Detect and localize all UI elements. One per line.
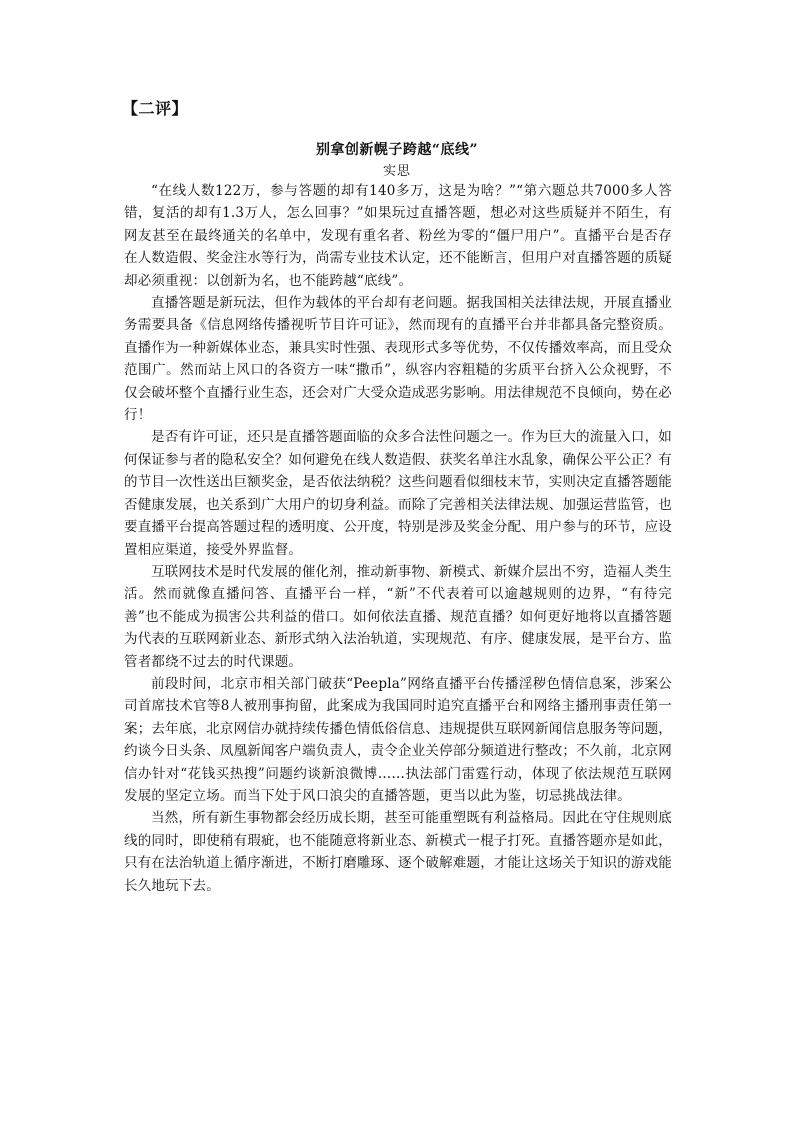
article-body — [124, 180, 672, 897]
paragraph: 当然，所有新生事物都会经历成长期，甚至可能重塑既有利益格局。因此在守住规则底线的同时，即使稍有瑕疵，也不能随意将新业态、新模式一棍子打死。直播答题亦是如此，只有在法治轨道上循序渐进，不断打磨雕琢、逐个破解难题，才能让这场关于知识的游戏能长久地玩下去。 — [124, 810, 672, 894]
paragraph: 是否有许可证，还只是直播答题面临的众多合法性问题之一。作为巨大的流量入口，如何保证参与者的隐私安全？如何避免在线人数造假、获奖名单注水乱象，确保公平公正？有的节目一次性送出巨额奖金，是否依法纳税？这些问题看似细枝末节，实则决定直播答题能否健康发展，也关系到广大用户的切身利益。而除了完善相关法律法规、加强运营监管，也要直播平台提高答题过程的透明度、公开度，特别是涉及奖金分配、用户参与的环节，应设置相应渠道，接受外界监督。 — [124, 429, 672, 558]
paragraph: 互联网技术是时代发展的催化剂，推动新事物、新模式、新媒介层出不穷，造福人类生活。然而就像直播问答、直播平台一样，“新”不代表着可以逾越规则的边界，“有待完善”也不能成为损害公共利益的借口。如何依法直播、规范直播？如何更好地将以直播答题为代表的互联网新业态、新形式纳入法治轨道，实现规范、有序、健康发展，是平台方、监管者都绕不过去的时代课题。 — [124, 563, 672, 670]
paragraph: 直播答题是新玩法，但作为载体的平台却有老问题。据我国相关法律法规，开展直播业务需要具备《信息网络传播视听节目许可证》，然而现有的直播平台并非都具备完整资质。直播作为一种新媒体业态，兼具实时性强、表现形式多等优势，不仅传播效率高，而且受众范围广。然而站上风口的各资方一味“撒币”，纵容内容粗糙的劣质平台挤入公众视野，不仅会破坏整个直播行业生态，还会对广大受众造成恶劣影响。用法律规范不良倾向，势在必行！ — [124, 295, 672, 424]
article-author: 实思 — [382, 164, 411, 179]
section-tag: 【二评】 — [122, 99, 189, 118]
paragraph: “在线人数122万，参与答题的却有140多万，这是为啥？”“第六题总共7000多人答错，复活的却有1.3万人，怎么回事？”如果玩过直播答题，想必对这些质疑并不陌生，有网友甚至在最终通关的名单中，发现有重名者、粉丝为零的“僵尸用户”。直播平台是否存在人数造假、奖金注水等行为，尚需专业技术认定，还不能断言，但用户对直播答题的质疑却必须重视：以创新为名，也不能跨越“底线”。 — [124, 183, 672, 289]
article-title: 别拿创新幌子跨越“底线” — [315, 142, 479, 158]
paragraph: 前段时间，北京市相关部门破获“Peepla”网络直播平台传播淫秽色情信息案，涉案公司首席技术官等8人被刑事拘留，此案成为我国同时追究直播平台和网络主播刑事责任第一案；去年底，北京网信办就持续传播色情低俗信息、违规提供互联网新闻信息服务等问题，约谈今日头条、凤凰新闻客户端负责人，责令企业关停部分频道进行整改；不久前，北京网信办针对“花钱买热搜”问题约谈新浪微博……执法部门雷霆行动，体现了依法规范互联网发展的坚定立场。而当下处于风口浪尖的直播答题，更当以此为鉴，切忌挑战法律。 — [124, 675, 672, 804]
